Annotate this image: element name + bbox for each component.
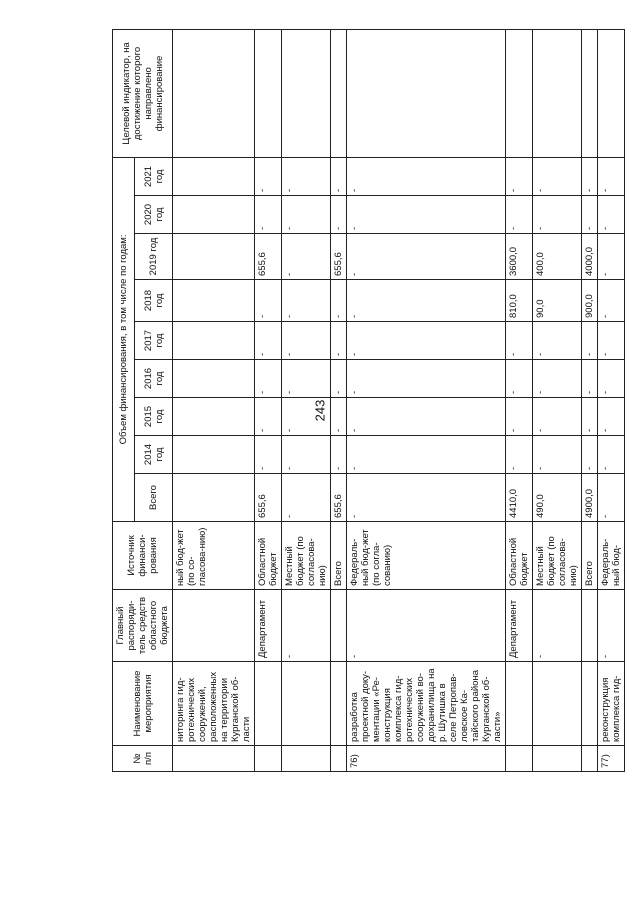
table-row [331, 29, 347, 771]
cell-target [331, 29, 347, 157]
cell-total: 490,0 [533, 474, 582, 522]
cell-target [282, 29, 331, 157]
cell-name [282, 662, 331, 746]
cell-year: - [582, 322, 598, 360]
cell-target [598, 29, 625, 157]
cell-year: - [282, 280, 331, 322]
cell-num [282, 746, 331, 772]
cell-year [173, 436, 255, 474]
cell-year: 655,6 [255, 234, 282, 280]
cell-year [173, 234, 255, 280]
cell-total [173, 474, 255, 522]
cell-source: Областной бюджет [255, 522, 282, 590]
cell-year: - [582, 436, 598, 474]
cell-name: ниторинга гид-ротехнических сооружений, расположенных на территории Курганской об-ласти [173, 662, 255, 746]
cell-year: - [598, 196, 625, 234]
cell-name [331, 662, 347, 746]
cell-year: - [598, 234, 625, 280]
cell-year: - [598, 360, 625, 398]
cell-year: - [255, 157, 282, 195]
cell-source: Местный бюджет (по согласова-нию) [282, 522, 331, 590]
header-total: Всего [135, 474, 173, 522]
table-row [582, 29, 598, 771]
cell-year: - [506, 196, 533, 234]
cell-year: - [582, 360, 598, 398]
header-row-1 [113, 29, 135, 771]
table-container [112, 32, 622, 772]
page-number: 243 [312, 399, 328, 422]
cell-num [255, 746, 282, 772]
cell-source: Местный бюджет (по согласова-нию) [533, 522, 582, 590]
cell-year: 400,0 [533, 234, 582, 280]
cell-year [173, 322, 255, 360]
cell-num: 76) [347, 746, 506, 772]
cell-year: - [255, 196, 282, 234]
cell-total: 4900,0 [582, 474, 598, 522]
cell-total: 655,6 [255, 474, 282, 522]
table-row [255, 29, 282, 771]
cell-year: 90,0 [533, 280, 582, 322]
cell-year: - [282, 360, 331, 398]
cell-name [255, 662, 282, 746]
cell-year: - [598, 280, 625, 322]
cell-target [533, 29, 582, 157]
cell-num [582, 746, 598, 772]
header-year: 2016 год [135, 360, 173, 398]
cell-year [173, 398, 255, 436]
header-year: 2018 год [135, 280, 173, 322]
cell-year [173, 360, 255, 398]
cell-year: - [331, 322, 347, 360]
cell-year: - [331, 196, 347, 234]
cell-year: - [331, 157, 347, 195]
cell-year: - [347, 360, 506, 398]
cell-year: - [582, 157, 598, 195]
cell-year: - [282, 398, 331, 436]
cell-year: - [282, 234, 331, 280]
cell-manager [331, 590, 347, 662]
cell-year: - [331, 398, 347, 436]
rotated-table-frame [112, 32, 622, 772]
cell-year: - [506, 436, 533, 474]
cell-name [506, 662, 533, 746]
cell-year: - [506, 398, 533, 436]
cell-year: 655,6 [331, 234, 347, 280]
header-num: № п/п [113, 746, 173, 772]
cell-year: - [347, 280, 506, 322]
cell-year: - [331, 436, 347, 474]
cell-year: - [598, 436, 625, 474]
cell-manager [173, 590, 255, 662]
cell-year: - [282, 196, 331, 234]
cell-year: - [506, 157, 533, 195]
cell-name [582, 662, 598, 746]
cell-year: - [282, 436, 331, 474]
header-year: 2021 год [135, 157, 173, 195]
cell-manager: - [533, 590, 582, 662]
table-body [173, 29, 625, 771]
header-year: 2017 год [135, 322, 173, 360]
cell-num [533, 746, 582, 772]
header-target: Целевой индикатор, на достижение которого направлено финансирование [113, 29, 173, 157]
cell-target [347, 29, 506, 157]
cell-manager: - [347, 590, 506, 662]
cell-source: Областной бюджет [506, 522, 533, 590]
cell-total: 4410,0 [506, 474, 533, 522]
cell-year: - [598, 157, 625, 195]
header-year: 2020 год [135, 196, 173, 234]
cell-source: Федераль-ный бюд- [598, 522, 625, 590]
cell-year: - [331, 360, 347, 398]
cell-year: 810,0 [506, 280, 533, 322]
table-row [173, 29, 255, 771]
cell-num [331, 746, 347, 772]
cell-total: - [598, 474, 625, 522]
header-year: 2014 год [135, 436, 173, 474]
cell-manager [582, 590, 598, 662]
cell-year: 4000,0 [582, 234, 598, 280]
table-row [533, 29, 582, 771]
cell-year: - [347, 234, 506, 280]
cell-manager: - [598, 590, 625, 662]
header-manager: Главный распоряди-тель средств областного бюджета [113, 590, 173, 662]
cell-num [506, 746, 533, 772]
cell-year: - [506, 360, 533, 398]
cell-source: ный бюд-жет (по со-гласова-нию) [173, 522, 255, 590]
cell-year: - [255, 436, 282, 474]
cell-year: - [255, 398, 282, 436]
cell-year: - [582, 196, 598, 234]
financing-table [112, 29, 625, 772]
cell-year: - [506, 322, 533, 360]
cell-year: - [255, 280, 282, 322]
cell-year: 900,0 [582, 280, 598, 322]
cell-source: Федераль-ный бюд-жет (по согла-сованию) [347, 522, 506, 590]
cell-year: - [282, 157, 331, 195]
cell-year: - [533, 398, 582, 436]
cell-source: Всего [582, 522, 598, 590]
header-source: Источник финанси-рования [113, 522, 173, 590]
cell-year [173, 196, 255, 234]
cell-name [533, 662, 582, 746]
header-volume: Объем финансирования, в том числе по годам: [113, 157, 135, 521]
header-year: 2019 год [135, 234, 173, 280]
cell-year [173, 280, 255, 322]
cell-source: Всего [331, 522, 347, 590]
cell-target [582, 29, 598, 157]
cell-total: 655,6 [331, 474, 347, 522]
cell-year: - [331, 280, 347, 322]
cell-manager: - [282, 590, 331, 662]
cell-year: - [533, 157, 582, 195]
cell-total: - [347, 474, 506, 522]
cell-year: - [282, 322, 331, 360]
cell-target [173, 29, 255, 157]
cell-name: разработка проектной доку-ментации «Ре-конструкция комплекса гид-ротехнических сооружений во-дохранилища на р. Шутишка в селе Петропав-ловское Ка-тайского района Курганской об-ласти» [347, 662, 506, 746]
cell-year: - [347, 398, 506, 436]
cell-year: - [533, 436, 582, 474]
header-year: 2015 год [135, 398, 173, 436]
cell-year: - [582, 398, 598, 436]
table-row [282, 29, 331, 771]
cell-year: - [255, 360, 282, 398]
table-row [598, 29, 625, 771]
cell-year: - [347, 322, 506, 360]
cell-target [255, 29, 282, 157]
cell-manager: Департамент [506, 590, 533, 662]
cell-year: - [598, 398, 625, 436]
table-row [506, 29, 533, 771]
cell-name: реконструкция комплекса гид- [598, 662, 625, 746]
header-name: Наименование мероприятия [113, 662, 173, 746]
cell-year: - [347, 157, 506, 195]
table-row [347, 29, 506, 771]
cell-year: - [255, 322, 282, 360]
cell-manager: Департамент [255, 590, 282, 662]
cell-num: 77) [598, 746, 625, 772]
cell-num [173, 746, 255, 772]
cell-year [173, 157, 255, 195]
cell-year: - [347, 196, 506, 234]
cell-year: - [598, 322, 625, 360]
cell-target [506, 29, 533, 157]
cell-year: - [533, 360, 582, 398]
cell-total: - [282, 474, 331, 522]
cell-year: - [533, 322, 582, 360]
cell-year: - [347, 436, 506, 474]
cell-year: - [533, 196, 582, 234]
cell-year: 3600,0 [506, 234, 533, 280]
